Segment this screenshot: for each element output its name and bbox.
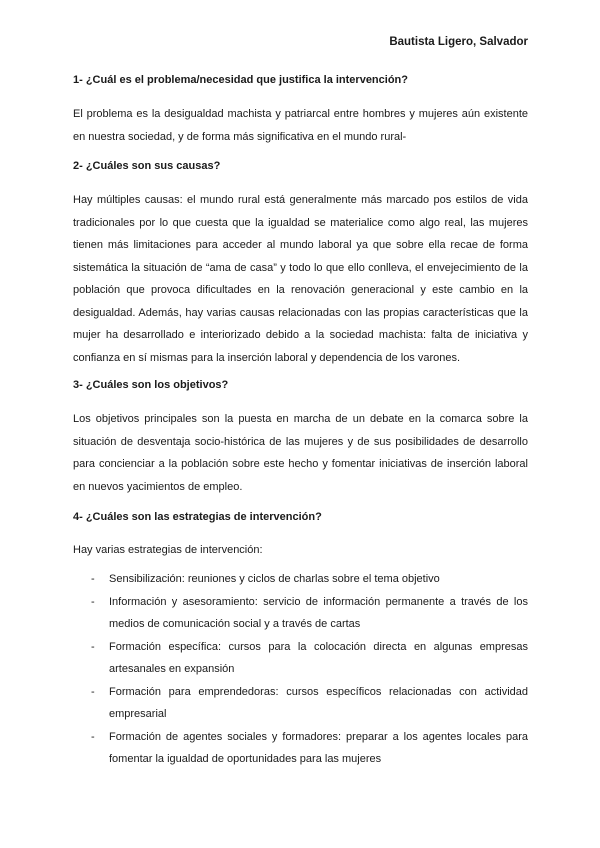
- author-name: Bautista Ligero, Salvador: [389, 36, 528, 48]
- question-1-heading: 1- ¿Cuál es el problema/necesidad que justifica la intervención?: [73, 74, 408, 86]
- list-dash: -: [91, 573, 95, 585]
- list-item: [73, 636, 528, 681]
- list-item-text: Formación específica: cursos para la colocación directa en algunas empresas artesanales en expansión: [109, 640, 528, 675]
- list-dash: -: [91, 595, 95, 608]
- list-dash: -: [91, 730, 95, 743]
- list-dash: -: [91, 640, 95, 653]
- list-item-text: Formación de agentes sociales y formadores: preparar a los agentes locales para fomentar la igualdad de oportunidades para las mujeres: [109, 730, 528, 765]
- answer-1-paragraph: El problema es la desigualdad machista y patriarcal entre hombres y mujeres aún existente en nuestra sociedad, y de forma más significativa en el mundo rural-: [73, 108, 528, 143]
- list-item: [73, 568, 528, 591]
- list-item: [73, 726, 528, 771]
- answer-3-paragraph: Los objetivos principales son la puesta en marcha de un debate en la comarca sobre la situación de desventaja socio-histórica de las mujeres y de sus posibilidades de desarrollo para concienciar a la población sobre este hecho y fomentar iniciativas de inserción laboral en nuevos yacimientos de empleo.: [73, 413, 528, 493]
- list-dash: -: [91, 685, 95, 698]
- strategies-list: [73, 568, 528, 771]
- question-2-heading: 2- ¿Cuáles son sus causas?: [73, 160, 221, 172]
- question-4-heading: 4- ¿Cuáles son las estrategias de intervención?: [73, 511, 322, 523]
- question-3-heading: 3- ¿Cuáles son los objetivos?: [73, 379, 229, 391]
- answer-2-paragraph: Hay múltiples causas: el mundo rural está generalmente más marcado pos estilos de vida tradicionales por lo que cuesta que la igualdad se materialice como algo real, las mujeres tienen más limitaciones para acceder al mundo laboral ya que sobre ella recae de forma sistemática la situación de “ama de casa” y todo lo que ello conlleva, el envejecimiento de la población que provoca dificultades en la renovación generacional y este cambio en la desigualdad. Además, hay varias causas relacionadas con las propias características que la mujer ha desarrollado e interiorizado debido a la sociedad machista: falta de iniciativa y confianza en sí mismas para la inserción laboral y dependencia de los varones.: [73, 194, 528, 364]
- list-item-text: Sensibilización: reuniones y ciclos de charlas sobre el tema objetivo: [109, 573, 440, 585]
- list-item: [73, 681, 528, 726]
- list-item-text: Formación para emprendedoras: cursos específicos relacionadas con actividad empresarial: [109, 685, 528, 720]
- list-item: [73, 591, 528, 636]
- list-item-text: Información y asesoramiento: servicio de información permanente a través de los medios de comunicación social y a través de cartas: [109, 595, 528, 630]
- answer-4-paragraph: Hay varias estrategias de intervención:: [73, 544, 263, 556]
